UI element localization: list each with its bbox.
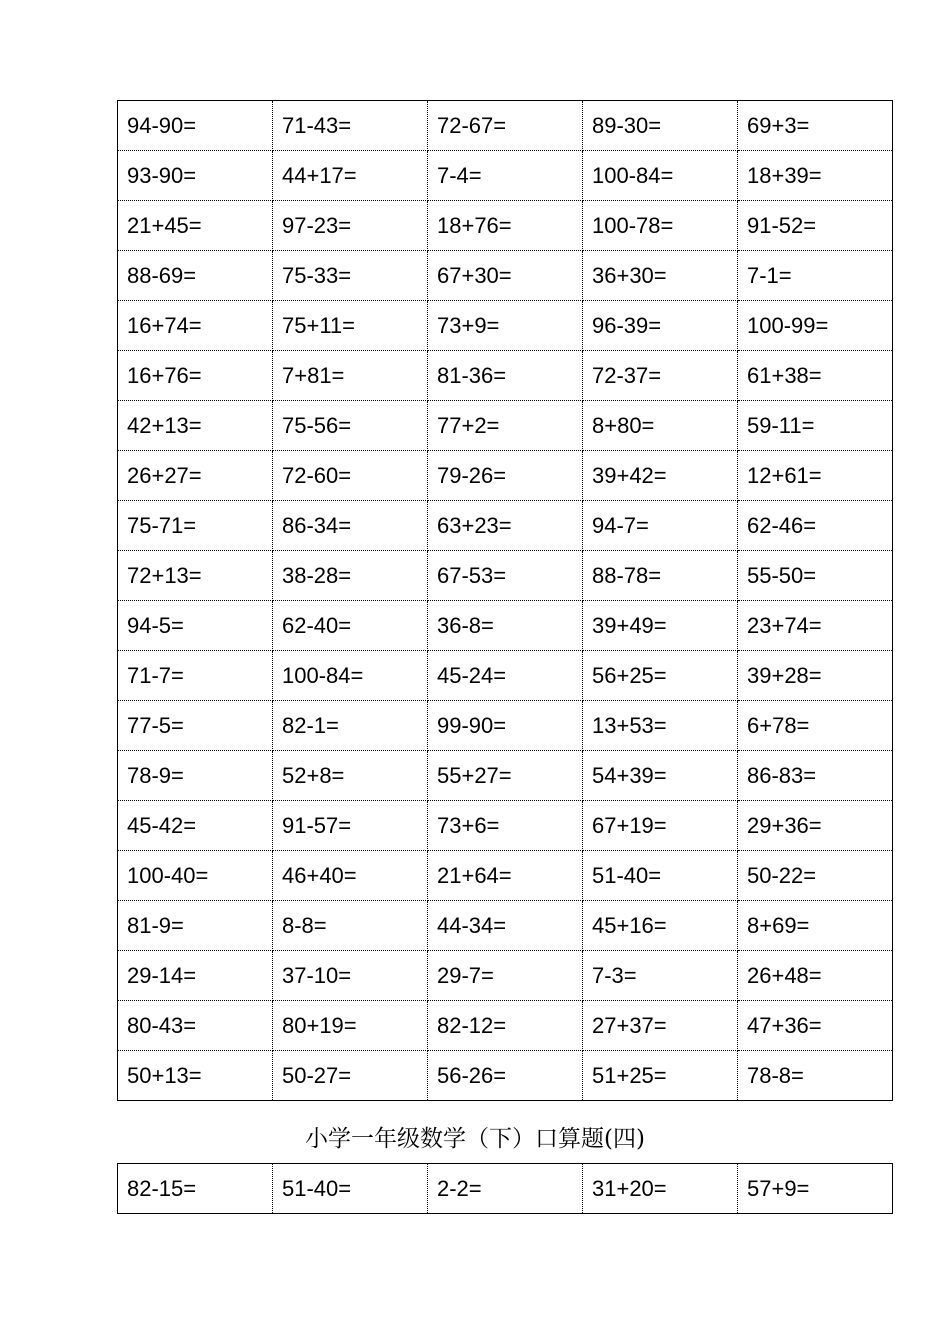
problem-cell: 12+61= (738, 451, 893, 501)
problem-cell: 81-9= (118, 901, 273, 951)
table-row (118, 301, 893, 351)
problem-cell: 29-7= (428, 951, 583, 1001)
problem-cell: 27+37= (583, 1001, 738, 1051)
table-row (118, 951, 893, 1001)
problem-cell: 45-42= (118, 801, 273, 851)
table-row (118, 401, 893, 451)
problem-cell: 88-69= (118, 251, 273, 301)
problem-cell: 8+69= (738, 901, 893, 951)
problem-cell: 26+48= (738, 951, 893, 1001)
table-row (118, 151, 893, 201)
problem-cell: 82-1= (273, 701, 428, 751)
problem-cell: 100-84= (273, 651, 428, 701)
problem-cell: 57+9= (738, 1164, 893, 1214)
problem-cell: 18+39= (738, 151, 893, 201)
table-row (118, 1001, 893, 1051)
problem-cell: 39+42= (583, 451, 738, 501)
table-row (118, 601, 893, 651)
problem-cell: 71-43= (273, 101, 428, 151)
problem-cell: 56+25= (583, 651, 738, 701)
table-row (118, 251, 893, 301)
problem-cell: 47+36= (738, 1001, 893, 1051)
problem-cell: 72-37= (583, 351, 738, 401)
problem-cell: 29+36= (738, 801, 893, 851)
table-row (118, 451, 893, 501)
problem-cell: 67-53= (428, 551, 583, 601)
problem-cell: 21+45= (118, 201, 273, 251)
problem-cell: 78-8= (738, 1051, 893, 1101)
problem-cell: 45-24= (428, 651, 583, 701)
problem-cell: 75-56= (273, 401, 428, 451)
problem-cell: 23+74= (738, 601, 893, 651)
problem-cell: 36-8= (428, 601, 583, 651)
problem-cell: 26+27= (118, 451, 273, 501)
problem-cell: 6+78= (738, 701, 893, 751)
problem-cell: 52+8= (273, 751, 428, 801)
problem-cell: 62-40= (273, 601, 428, 651)
table-row (118, 1051, 893, 1101)
problem-cell: 82-12= (428, 1001, 583, 1051)
problem-cell: 73+6= (428, 801, 583, 851)
problem-cell: 69+3= (738, 101, 893, 151)
problem-cell: 50+13= (118, 1051, 273, 1101)
problem-cell: 45+16= (583, 901, 738, 951)
problem-cell: 39+49= (583, 601, 738, 651)
problem-cell: 42+13= (118, 401, 273, 451)
table-row (118, 651, 893, 701)
problem-cell: 55-50= (738, 551, 893, 601)
problem-cell: 51-40= (273, 1164, 428, 1214)
table-row (118, 1164, 893, 1214)
problem-cell: 39+28= (738, 651, 893, 701)
problem-cell: 16+76= (118, 351, 273, 401)
table-row (118, 501, 893, 551)
table-row (118, 551, 893, 601)
problem-cell: 7-1= (738, 251, 893, 301)
problem-cell: 86-34= (273, 501, 428, 551)
problem-cell: 94-90= (118, 101, 273, 151)
problem-cell: 37-10= (273, 951, 428, 1001)
problem-cell: 8-8= (273, 901, 428, 951)
problem-cell: 2-2= (428, 1164, 583, 1214)
table-row (118, 201, 893, 251)
problem-cell: 79-26= (428, 451, 583, 501)
arithmetic-table (117, 100, 893, 1101)
section-title: 小学一年级数学（下）口算题(四) (305, 1126, 645, 1152)
problem-cell: 36+30= (583, 251, 738, 301)
problem-cell: 44-34= (428, 901, 583, 951)
problem-cell: 54+39= (583, 751, 738, 801)
table-row (118, 901, 893, 951)
problem-cell: 72-67= (428, 101, 583, 151)
problem-cell: 8+80= (583, 401, 738, 451)
problem-cell: 73+9= (428, 301, 583, 351)
problem-cell: 77+2= (428, 401, 583, 451)
problem-cell: 78-9= (118, 751, 273, 801)
problem-cell: 100-40= (118, 851, 273, 901)
problem-cell: 72+13= (118, 551, 273, 601)
table-row (118, 351, 893, 401)
problem-cell: 94-7= (583, 501, 738, 551)
table-row (118, 851, 893, 901)
problem-cell: 62-46= (738, 501, 893, 551)
problem-cell: 51-40= (583, 851, 738, 901)
problem-cell: 21+64= (428, 851, 583, 901)
problem-cell: 13+53= (583, 701, 738, 751)
problem-cell: 50-27= (273, 1051, 428, 1101)
problem-cell: 93-90= (118, 151, 273, 201)
problem-cell: 91-57= (273, 801, 428, 851)
problem-cell: 18+76= (428, 201, 583, 251)
problem-cell: 75-71= (118, 501, 273, 551)
problem-cell: 77-5= (118, 701, 273, 751)
problem-cell: 96-39= (583, 301, 738, 351)
problem-cell: 82-15= (118, 1164, 273, 1214)
problem-cell: 81-36= (428, 351, 583, 401)
problem-cell: 67+30= (428, 251, 583, 301)
table-row (118, 751, 893, 801)
problem-cell: 7+81= (273, 351, 428, 401)
problem-cell: 38-28= (273, 551, 428, 601)
problem-cell: 50-22= (738, 851, 893, 901)
problem-cell: 55+27= (428, 751, 583, 801)
problem-cell: 71-7= (118, 651, 273, 701)
problem-cell: 75+11= (273, 301, 428, 351)
problem-cell: 80-43= (118, 1001, 273, 1051)
problem-cell: 63+23= (428, 501, 583, 551)
table-row (118, 101, 893, 151)
problem-cell: 99-90= (428, 701, 583, 751)
problem-cell: 100-78= (583, 201, 738, 251)
problem-cell: 7-3= (583, 951, 738, 1001)
problem-cell: 56-26= (428, 1051, 583, 1101)
problem-cell: 100-99= (738, 301, 893, 351)
problem-cell: 46+40= (273, 851, 428, 901)
problem-cell: 88-78= (583, 551, 738, 601)
problem-cell: 44+17= (273, 151, 428, 201)
problem-cell: 31+20= (583, 1164, 738, 1214)
problem-cell: 51+25= (583, 1051, 738, 1101)
problem-cell: 59-11= (738, 401, 893, 451)
problem-cell: 97-23= (273, 201, 428, 251)
problem-cell: 16+74= (118, 301, 273, 351)
problem-cell: 75-33= (273, 251, 428, 301)
problem-cell: 67+19= (583, 801, 738, 851)
table-row (118, 701, 893, 751)
table-row (118, 801, 893, 851)
problem-cell: 61+38= (738, 351, 893, 401)
problem-cell: 94-5= (118, 601, 273, 651)
problem-cell: 72-60= (273, 451, 428, 501)
problem-cell: 91-52= (738, 201, 893, 251)
problem-cell: 7-4= (428, 151, 583, 201)
arithmetic-table-next (117, 1163, 893, 1214)
problem-cell: 80+19= (273, 1001, 428, 1051)
problem-cell: 86-83= (738, 751, 893, 801)
problem-cell: 89-30= (583, 101, 738, 151)
problem-cell: 29-14= (118, 951, 273, 1001)
problem-cell: 100-84= (583, 151, 738, 201)
